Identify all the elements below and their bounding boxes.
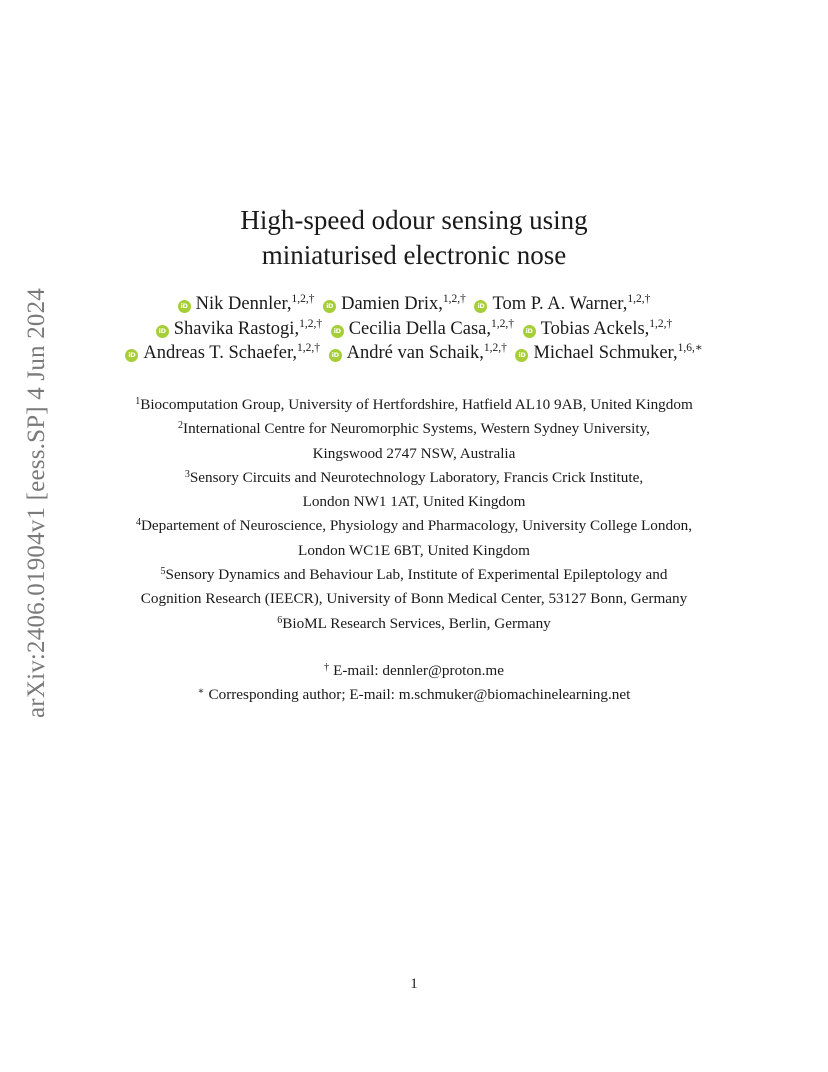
- affiliation-number: 2: [178, 420, 184, 432]
- orcid-icon[interactable]: iD: [125, 349, 138, 362]
- orcid-icon[interactable]: iD: [178, 300, 191, 313]
- author: [156, 319, 322, 339]
- author: [329, 343, 507, 363]
- affiliation-text: Kingswood 2747 NSW, Australia: [312, 444, 516, 462]
- affiliation-line: [0, 466, 828, 490]
- affiliation-line: [0, 612, 828, 636]
- title-line-1: High-speed odour sensing using: [240, 205, 588, 235]
- author-affiliation-marks: 1,2,†: [627, 293, 651, 305]
- author-affiliation-marks: 1,2,†: [649, 317, 673, 330]
- orcid-icon[interactable]: iD: [474, 300, 487, 313]
- affiliation-number: 4: [135, 517, 141, 529]
- orcid-icon[interactable]: iD: [329, 349, 342, 362]
- author: [515, 343, 702, 363]
- orcid-icon[interactable]: iD: [323, 300, 336, 313]
- affiliation-line: [0, 393, 828, 417]
- author-line: [0, 317, 828, 342]
- affiliation-text: London NW1 1AT, United Kingdom: [302, 493, 526, 511]
- author-name: Tom P. A. Warner,: [492, 294, 628, 314]
- affiliation-text: International Centre for Neuromorphic Systems, Western Sydney University,: [183, 420, 650, 438]
- author-affiliation-marks: 1,2,†: [291, 293, 315, 305]
- page-number: 1: [410, 976, 418, 992]
- affiliation-number: 5: [160, 566, 166, 578]
- author-name: Cecilia Della Casa,: [348, 318, 491, 339]
- affiliation-line: [0, 490, 828, 514]
- contact-text: Corresponding author; E-mail: m.schmuker@biomachinelearning.net: [208, 686, 631, 704]
- author-name: Shavika Rastogi,: [173, 318, 300, 339]
- affiliation-text: London WC1E 6BT, United Kingdom: [298, 541, 530, 559]
- affiliation-text: Cognition Research (IEECR), University of Bonn Medical Center, 53127 Bonn, Germany: [140, 590, 688, 608]
- affiliation-line: [0, 417, 828, 441]
- footnote-mark: †: [324, 662, 330, 673]
- orcid-icon[interactable]: iD: [515, 349, 528, 362]
- affiliation-line: [0, 563, 828, 587]
- author-affiliation-marks: 1,2,†: [297, 342, 321, 354]
- affiliation-text: Sensory Dynamics and Behaviour Lab, Institute of Experimental Epileptology and: [165, 566, 668, 584]
- affiliation-text: Sensory Circuits and Neurotechnology Laboratory, Francis Crick Institute,: [189, 468, 644, 486]
- author: [331, 319, 514, 339]
- author-line: [0, 341, 828, 366]
- author: [523, 319, 673, 339]
- contact-line: [0, 683, 828, 707]
- author-affiliation-marks: 1,2,†: [442, 293, 466, 305]
- author-list: [0, 292, 828, 366]
- author-name: Damien Drix,: [341, 294, 443, 314]
- author-affiliation-marks: 1,2,†: [299, 317, 323, 330]
- affiliation-number: 3: [184, 468, 190, 480]
- author-affiliation-marks: 1,6,∗: [677, 342, 703, 354]
- contact-text: E-mail: dennler@proton.me: [333, 662, 504, 679]
- author-name: Nik Dennler,: [195, 294, 292, 314]
- affiliation-line: [0, 539, 828, 563]
- affiliation-text: Biocomputation Group, University of Hertfordshire, Hatfield AL10 9AB, United Kingdom: [140, 396, 693, 413]
- author-name: Tobias Ackels,: [540, 318, 650, 339]
- orcid-icon[interactable]: iD: [523, 325, 536, 338]
- orcid-icon[interactable]: iD: [156, 325, 169, 338]
- author-affiliation-marks: 1,2,†: [483, 342, 507, 354]
- orcid-icon[interactable]: iD: [331, 325, 344, 338]
- arxiv-identifier: arXiv:2406.01904v1 [eess.SP] 4 Jun 2024: [23, 287, 50, 719]
- author-affiliation-marks: 1,2,†: [491, 317, 514, 330]
- author: [323, 294, 466, 314]
- affiliation-text: BioML Research Services, Berlin, Germany: [282, 614, 551, 632]
- author: [125, 343, 320, 363]
- affiliation-line: [0, 514, 828, 538]
- paper-title: [0, 203, 828, 273]
- affiliation-text: Departement of Neuroscience, Physiology and Pharmacology, University College London,: [140, 517, 693, 535]
- affiliation-list: [0, 393, 828, 636]
- author: [474, 294, 650, 314]
- author-name: Michael Schmuker,: [533, 343, 678, 363]
- author: [178, 294, 315, 314]
- author-name: Andreas T. Schaefer,: [143, 343, 298, 363]
- author-line: [0, 292, 828, 317]
- author-name: André van Schaik,: [346, 343, 484, 363]
- contact-notes: [0, 659, 828, 708]
- affiliation-number: 6: [277, 614, 283, 626]
- contact-line: [0, 659, 828, 683]
- affiliation-number: 1: [135, 396, 141, 407]
- affiliation-line: [0, 442, 828, 466]
- affiliation-line: [0, 587, 828, 611]
- title-line-2: miniaturised electronic nose: [261, 240, 567, 270]
- footnote-mark: ∗: [197, 686, 205, 698]
